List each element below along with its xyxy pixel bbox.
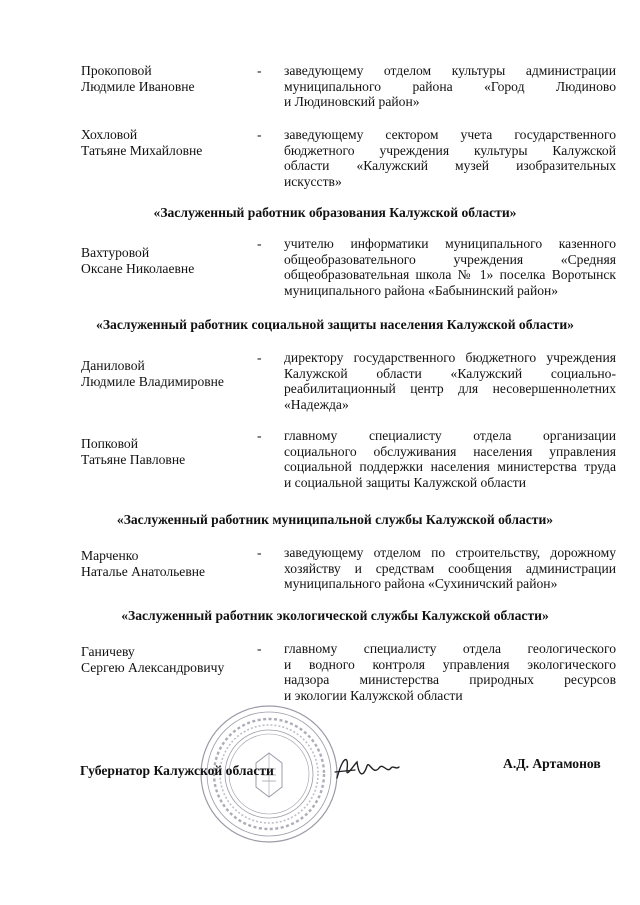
dash-separator: - [257,428,262,443]
handwritten-signature-icon [333,748,403,788]
signatory-name: А.Д. Артамонов [503,756,601,771]
section-heading-municipal: «Заслуженный работник муниципальной службы Калужской области» [116,512,554,527]
recipient-position: главному специалисту отдела геологического и водного контроля управления экологического надзора министерства природных ресурсов и экологии Калужской области [284,641,616,703]
section-heading-ecology: «Заслуженный работник экологической службы Калужской области» [121,608,549,623]
section-heading-education: «Заслуженный работник образования Калужской области» [153,205,517,220]
section-heading-social: «Заслуженный работник социальной защиты населения Калужской области» [96,317,574,332]
recipient-name: Даниловой Людмиле Владимировне [81,358,224,389]
recipient-name: Попковой Татьяне Павловне [81,436,186,467]
recipient-name: Марченко Наталье Анатольевне [81,548,206,579]
recipient-name: Прокоповой Людмиле Ивановне [81,63,195,94]
dash-separator: - [257,350,262,365]
recipient-name: Вахтуровой Оксане Николаевне [81,245,195,276]
recipient-position: заведующему отделом культуры администрации муниципального района «Город Людиново и Людиновский район» [284,63,616,110]
dash-separator: - [257,236,262,251]
dash-separator: - [257,545,262,560]
signatory-title: Губернатор Калужской области [80,763,274,778]
recipient-position: заведующему отделом по строительству, дорожному хозяйству и средствам сообщения администрации муниципального района «Сухиничский район» [284,545,616,592]
dash-separator: - [257,63,262,78]
dash-separator: - [257,127,262,142]
recipient-position: директору государственного бюджетного учреждения Калужской области «Калужский социально- реабилитационный центр для несовершеннолетних «Надежда» [284,350,616,412]
recipient-name: Хохловой Татьяне Михайловне [81,127,203,158]
dash-separator: - [257,641,262,656]
recipient-position: главному специалисту отдела организации социального обслуживания населения управления социальной поддержки населения министерства труда и социальной защиты Калужской области [284,428,616,490]
recipient-name: Ганичеву Сергею Александровичу [81,644,225,675]
recipient-position: заведующему сектором учета государственного бюджетного учреждения культуры Калужской области «Калужский музей изобразительных искусств» [284,127,616,189]
recipient-position: учителю информатики муниципального казенного общеобразовательного учреждения «Средняя общеобразовательная школа № 1» поселка Воротынск муниципального района «Бабынинский район» [284,236,616,298]
